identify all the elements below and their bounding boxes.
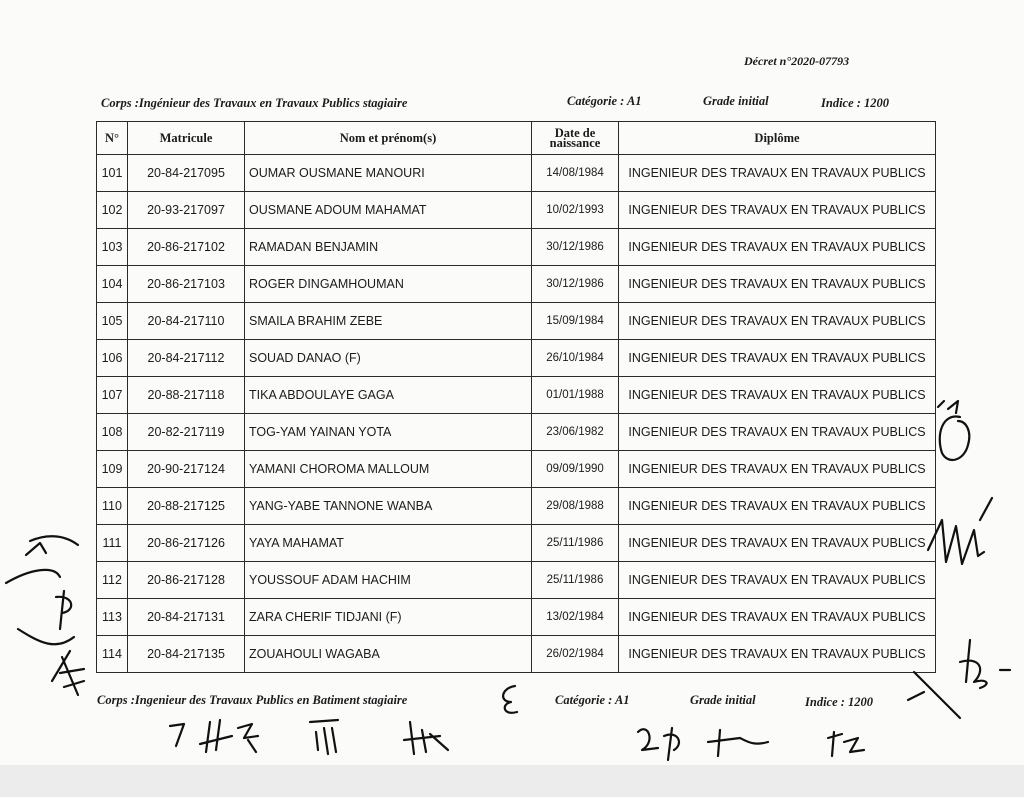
cell-dob: 26/02/1984: [532, 636, 619, 673]
cell-num: 108: [97, 414, 128, 451]
corps-label: Corps :Ingénieur des Travaux en Travaux Publics stagiaire: [101, 96, 408, 110]
cell-matricule: 20-86-217103: [128, 266, 245, 303]
cell-nom: YANG-YABE TANNONE WANBA: [245, 488, 532, 525]
cell-num: 102: [97, 192, 128, 229]
cell-dob: 26/10/1984: [532, 340, 619, 377]
cell-nom: YOUSSOUF ADAM HACHIM: [245, 562, 532, 599]
cell-dob: 29/08/1988: [532, 488, 619, 525]
cell-nom: OUMAR OUSMANE MANOURI: [245, 155, 532, 192]
cell-num: 106: [97, 340, 128, 377]
cell-diplome: INGENIEUR DES TRAVAUX EN TRAVAUX PUBLICS: [619, 525, 936, 562]
cell-diplome: INGENIEUR DES TRAVAUX EN TRAVAUX PUBLICS: [619, 377, 936, 414]
cell-nom: OUSMANE ADOUM MAHAMAT: [245, 192, 532, 229]
cell-matricule: 20-88-217118: [128, 377, 245, 414]
table-header-row: [97, 122, 936, 155]
cell-dob: 25/11/1986: [532, 562, 619, 599]
cell-nom: YAYA MAHAMAT: [245, 525, 532, 562]
signature-initials-3: [900, 630, 1015, 720]
cell-matricule: 20-84-217135: [128, 636, 245, 673]
table-row: [97, 488, 936, 525]
cell-num: 101: [97, 155, 128, 192]
cell-diplome: INGENIEUR DES TRAVAUX EN TRAVAUX PUBLICS: [619, 192, 936, 229]
cell-matricule: 20-84-217131: [128, 599, 245, 636]
cell-matricule: 20-84-217095: [128, 155, 245, 192]
cell-matricule: 20-82-217119: [128, 414, 245, 451]
table-row: [97, 525, 936, 562]
cell-diplome: INGENIEUR DES TRAVAUX EN TRAVAUX PUBLICS: [619, 303, 936, 340]
signature-initials-1: [930, 395, 990, 470]
cell-dob: 13/02/1984: [532, 599, 619, 636]
cell-dob: 30/12/1986: [532, 229, 619, 266]
cell-matricule: 20-90-217124: [128, 451, 245, 488]
cell-nom: ZOUAHOULI WAGABA: [245, 636, 532, 673]
cell-matricule: 20-93-217097: [128, 192, 245, 229]
table-row: [97, 636, 936, 673]
cell-dob: 25/11/1986: [532, 525, 619, 562]
cell-diplome: INGENIEUR DES TRAVAUX EN TRAVAUX PUBLICS: [619, 488, 936, 525]
cell-dob: 01/01/1988: [532, 377, 619, 414]
col-header-diplome: Diplôme: [619, 122, 936, 155]
cell-matricule: 20-86-217102: [128, 229, 245, 266]
table-body: [97, 155, 936, 673]
cell-nom: ROGER DINGAMHOUMAN: [245, 266, 532, 303]
table-row: [97, 562, 936, 599]
corps2-label: Corps :Ingenieur des Travaux Publics en Batiment stagiaire: [97, 693, 408, 707]
cell-dob: 15/09/1984: [532, 303, 619, 340]
cell-num: 105: [97, 303, 128, 340]
table-row: [97, 451, 936, 488]
table-row: [97, 377, 936, 414]
cell-num: 111: [97, 525, 128, 562]
cell-nom: YAMANI CHOROMA MALLOUM: [245, 451, 532, 488]
col-header-dob: Date de naissance: [532, 122, 619, 155]
cell-num: 110: [97, 488, 128, 525]
cell-num: 103: [97, 229, 128, 266]
page-bottom-band: [0, 765, 1024, 797]
signature-initials-left: [0, 525, 95, 700]
signatures-bottom-right: [628, 712, 888, 767]
cell-dob: 09/09/1990: [532, 451, 619, 488]
cell-nom: SMAILA BRAHIM ZEBE: [245, 303, 532, 340]
cell-dob: 10/02/1993: [532, 192, 619, 229]
cell-dob: 30/12/1986: [532, 266, 619, 303]
table-row: [97, 340, 936, 377]
corps2-categorie: Catégorie : A1: [555, 693, 630, 707]
signature-mark-e: [495, 680, 525, 720]
table-row: [97, 303, 936, 340]
col-header-num: N°: [97, 122, 128, 155]
categorie-label: Catégorie : A1: [567, 94, 642, 108]
cell-matricule: 20-84-217112: [128, 340, 245, 377]
cell-diplome: INGENIEUR DES TRAVAUX EN TRAVAUX PUBLICS: [619, 155, 936, 192]
col-header-matricule: Matricule: [128, 122, 245, 155]
cell-diplome: INGENIEUR DES TRAVAUX EN TRAVAUX PUBLICS: [619, 636, 936, 673]
cell-matricule: 20-86-217128: [128, 562, 245, 599]
cell-matricule: 20-88-217125: [128, 488, 245, 525]
cell-num: 104: [97, 266, 128, 303]
cell-num: 113: [97, 599, 128, 636]
col-header-nom: Nom et prénom(s): [245, 122, 532, 155]
table-row: [97, 414, 936, 451]
decree-number: Décret n°2020-07793: [744, 54, 850, 68]
corps2-indice: Indice : 1200: [805, 695, 874, 709]
table-row: [97, 266, 936, 303]
cell-num: 112: [97, 562, 128, 599]
table-row: [97, 599, 936, 636]
signature-initials-2: [922, 490, 1002, 575]
corps2-grade: Grade initial: [690, 693, 756, 707]
cell-diplome: INGENIEUR DES TRAVAUX EN TRAVAUX PUBLICS: [619, 414, 936, 451]
cell-nom: TIKA ABDOULAYE GAGA: [245, 377, 532, 414]
cell-nom: SOUAD DANAO (F): [245, 340, 532, 377]
cell-diplome: INGENIEUR DES TRAVAUX EN TRAVAUX PUBLICS: [619, 599, 936, 636]
cell-nom: RAMADAN BENJAMIN: [245, 229, 532, 266]
cell-num: 109: [97, 451, 128, 488]
cell-diplome: INGENIEUR DES TRAVAUX EN TRAVAUX PUBLICS: [619, 451, 936, 488]
table-row: [97, 229, 936, 266]
cell-num: 107: [97, 377, 128, 414]
cell-dob: 14/08/1984: [532, 155, 619, 192]
table-row: [97, 155, 936, 192]
indice-label: Indice : 1200: [821, 96, 890, 110]
personnel-table: [96, 121, 936, 673]
cell-nom: TOG-YAM YAINAN YOTA: [245, 414, 532, 451]
signatures-bottom-left: [160, 710, 470, 765]
cell-num: 114: [97, 636, 128, 673]
table-row: [97, 192, 936, 229]
cell-dob: 23/06/1982: [532, 414, 619, 451]
grade-label: Grade initial: [703, 94, 769, 108]
cell-diplome: INGENIEUR DES TRAVAUX EN TRAVAUX PUBLICS: [619, 266, 936, 303]
cell-diplome: INGENIEUR DES TRAVAUX EN TRAVAUX PUBLICS: [619, 340, 936, 377]
cell-nom: ZARA CHERIF TIDJANI (F): [245, 599, 532, 636]
cell-diplome: INGENIEUR DES TRAVAUX EN TRAVAUX PUBLICS: [619, 562, 936, 599]
cell-matricule: 20-86-217126: [128, 525, 245, 562]
cell-matricule: 20-84-217110: [128, 303, 245, 340]
cell-diplome: INGENIEUR DES TRAVAUX EN TRAVAUX PUBLICS: [619, 229, 936, 266]
